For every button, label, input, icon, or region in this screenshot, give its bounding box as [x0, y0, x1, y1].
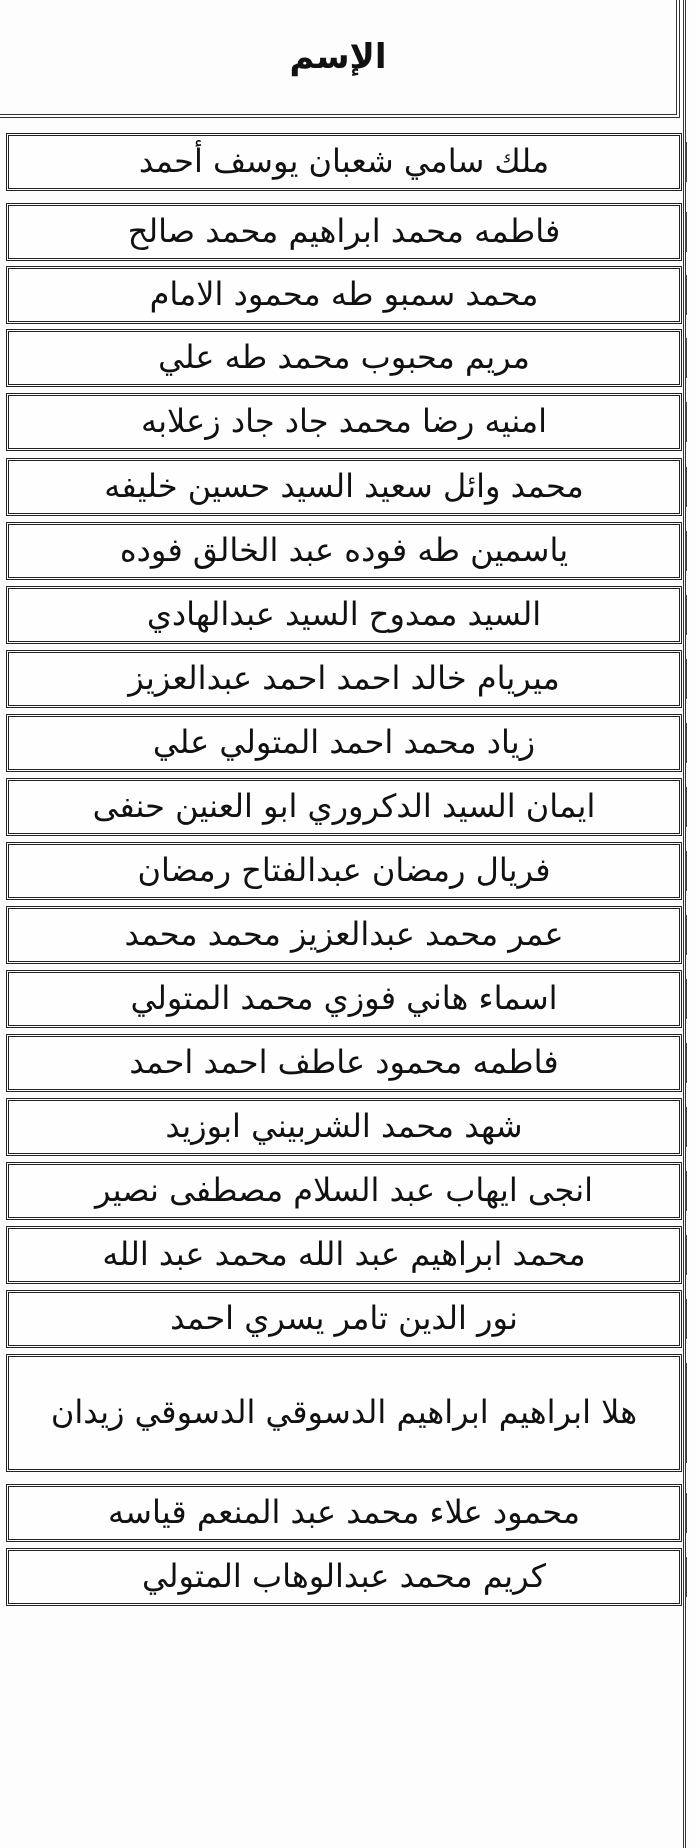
row-separator: [685, 1493, 693, 1533]
row-separator: [685, 1557, 693, 1597]
row-separator: [685, 723, 693, 763]
row-separator: [685, 595, 693, 635]
name-column-header: الإسم: [289, 37, 387, 77]
row-separator: [685, 1363, 693, 1463]
table-row: [6, 1098, 682, 1156]
student-name: هلا ابراهيم ابراهيم الدسوقي الدسوقي زيدان: [50, 1393, 638, 1432]
row-separator: [685, 212, 693, 252]
table-row: [6, 1548, 682, 1606]
student-name: فاطمه محمد ابراهيم محمد صالح: [127, 212, 561, 251]
row-separator: [685, 787, 693, 827]
student-name: محمد ابراهيم عبد الله محمد عبد الله: [102, 1235, 586, 1274]
row-separator: [685, 851, 693, 891]
table-row: [6, 1034, 682, 1092]
row-separator: [685, 1299, 693, 1339]
table-row: [6, 778, 682, 836]
table-row: [6, 1162, 682, 1220]
table-row: [6, 1354, 682, 1472]
table-row: [6, 458, 682, 516]
row-separator: [685, 1107, 693, 1147]
student-name: اسماء هاني فوزي محمد المتولي: [130, 979, 558, 1018]
student-name: زياد محمد احمد المتولي علي: [152, 723, 536, 762]
student-name: انجى ايهاب عبد السلام مصطفى نصير: [94, 1171, 593, 1210]
row-separator: [685, 979, 693, 1019]
row-separator: [685, 338, 693, 378]
table-row: [6, 970, 682, 1028]
row-separator: [685, 659, 693, 699]
table-row: [6, 1226, 682, 1284]
row-separator: [685, 467, 693, 507]
table-row: [6, 650, 682, 708]
row-separator: [685, 1043, 693, 1083]
table-row: [6, 842, 682, 900]
table-row: [6, 906, 682, 964]
student-name: ياسمين طه فوده عبد الخالق فوده: [119, 531, 569, 570]
student-name: امنيه رضا محمد جاد جاد زعلابه: [140, 402, 548, 441]
row-separator: [685, 275, 693, 315]
student-name: ملك سامي شعبان يوسف أحمد: [138, 142, 550, 181]
table-row: [6, 522, 682, 580]
table-row: [6, 714, 682, 772]
student-name: كريم محمد عبدالوهاب المتولي: [142, 1557, 546, 1596]
student-name: محمد سمبو طه محمود الامام: [149, 275, 539, 314]
student-name: محمد وائل سعيد السيد حسين خليفه: [104, 467, 584, 506]
student-name: مريم محبوب محمد طه علي: [158, 338, 530, 377]
student-name: نور الدين تامر يسري احمد: [170, 1299, 518, 1338]
table-header-cell: [0, 0, 680, 118]
student-name: فريال رمضان عبدالفتاح رمضان: [137, 851, 551, 890]
student-name: فاطمه محمود عاطف احمد احمد: [129, 1043, 559, 1082]
row-separator: [685, 915, 693, 955]
table-row: [6, 329, 682, 387]
row-separator: [685, 402, 693, 442]
table-row: [6, 203, 682, 261]
row-separator: [685, 1235, 693, 1275]
student-name: ميريام خالد احمد احمد عبدالعزيز: [128, 659, 560, 698]
row-separator: [685, 142, 693, 182]
table-row: [6, 1290, 682, 1348]
student-name: السيد ممدوح السيد عبدالهادي: [146, 595, 542, 634]
table-row: [6, 393, 682, 451]
student-name: محمود علاء محمد عبد المنعم قياسه: [107, 1493, 580, 1532]
row-separator: [685, 1171, 693, 1211]
row-separator: [685, 531, 693, 571]
student-name: شهد محمد الشربيني ابوزيد: [165, 1107, 523, 1146]
table-row: [6, 1484, 682, 1542]
table-row: [6, 133, 682, 191]
student-name: ايمان السيد الدكروري ابو العنين حنفى: [92, 787, 596, 826]
table-row: [6, 586, 682, 644]
table-row: [6, 266, 682, 324]
student-name: عمر محمد عبدالعزيز محمد محمد: [124, 915, 564, 954]
